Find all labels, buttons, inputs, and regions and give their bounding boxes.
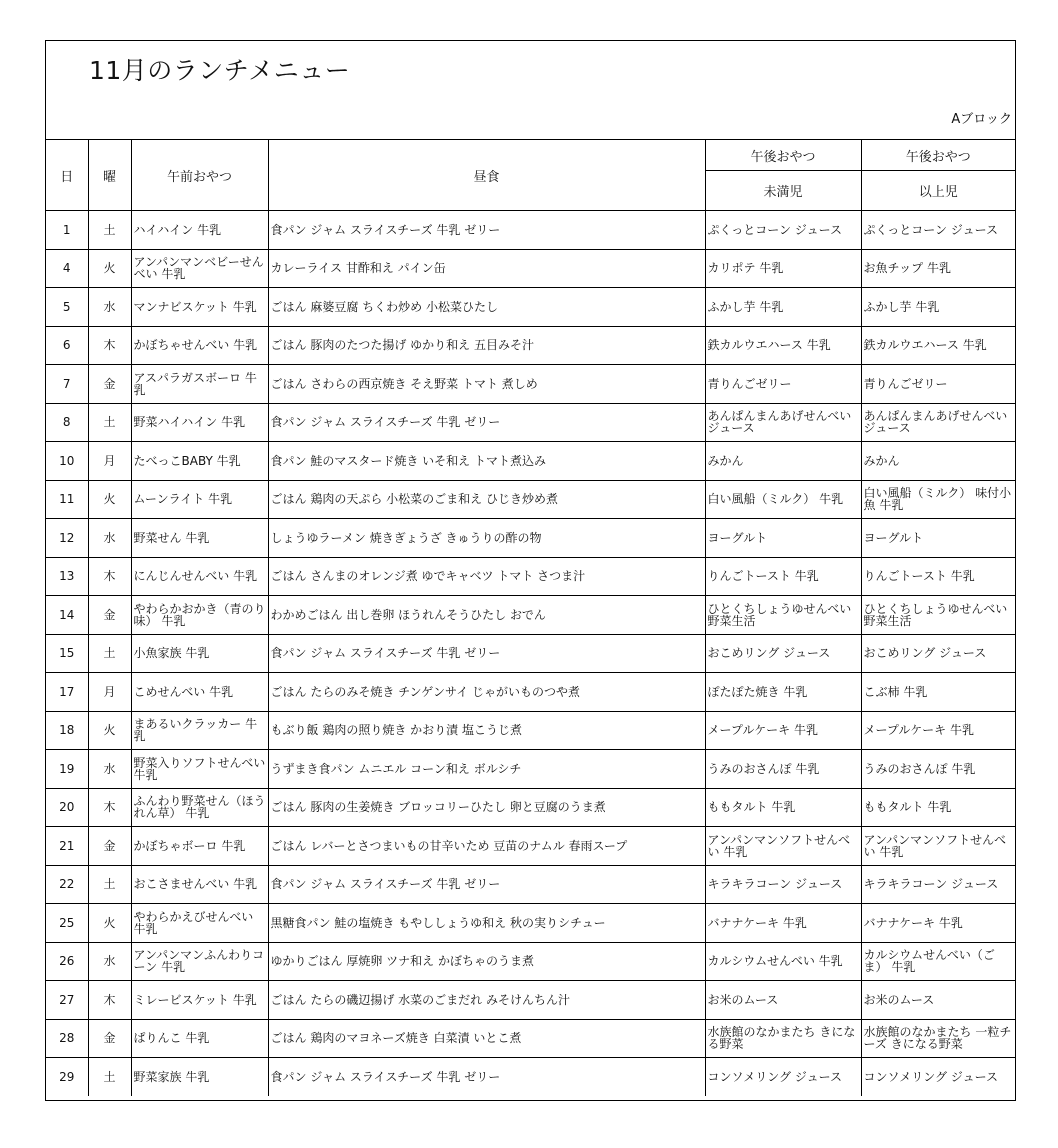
cell-morning-snack: やわらかえびせんべい 牛乳 — [131, 904, 268, 943]
cell-lunch: ごはん 豚肉の生姜焼き ブロッコリーひたし 卵と豆腐のうま煮 — [268, 788, 705, 827]
cell-morning-snack: こめせんべい 牛乳 — [131, 673, 268, 712]
cell-afternoon-over: ヨーグルト — [861, 519, 1015, 558]
cell-afternoon-under: 水族館のなかまたち きになる野菜 — [705, 1019, 861, 1058]
cell-weekday: 月 — [88, 673, 131, 712]
cell-morning-snack: かぼちゃせんべい 牛乳 — [131, 326, 268, 365]
table-row — [46, 596, 1015, 635]
cell-lunch: カレーライス 甘酢和え パイン缶 — [268, 249, 705, 288]
cell-afternoon-over: 水族館のなかまたち 一粒チーズ きになる野菜 — [861, 1019, 1015, 1058]
cell-afternoon-under: ぽたぽた焼き 牛乳 — [705, 673, 861, 712]
col-header-over-age: 以上児 — [861, 171, 1015, 211]
cell-lunch: ごはん 豚肉のたつた揚げ ゆかり和え 五目みそ汁 — [268, 326, 705, 365]
table-row — [46, 1019, 1015, 1058]
cell-afternoon-over: こぶ柿 牛乳 — [861, 673, 1015, 712]
cell-afternoon-over: お米のムース — [861, 981, 1015, 1020]
cell-afternoon-over: ももタルト 牛乳 — [861, 788, 1015, 827]
cell-day: 5 — [46, 288, 88, 327]
cell-afternoon-over: うみのおさんぽ 牛乳 — [861, 750, 1015, 789]
cell-weekday: 水 — [88, 942, 131, 981]
cell-morning-snack: アンパンマンベビーせんべい 牛乳 — [131, 249, 268, 288]
cell-afternoon-over: お魚チップ 牛乳 — [861, 249, 1015, 288]
menu-sheet — [45, 40, 1016, 1101]
col-header-under-age: 未満児 — [705, 171, 861, 211]
cell-lunch: ごはん さんまのオレンジ煮 ゆでキャベツ トマト さつま汁 — [268, 557, 705, 596]
cell-weekday: 火 — [88, 904, 131, 943]
col-header-lunch: 昼食 — [268, 140, 705, 211]
cell-day: 21 — [46, 827, 88, 866]
cell-afternoon-over: 青りんごゼリー — [861, 365, 1015, 404]
cell-lunch: ごはん 鶏肉のマヨネーズ焼き 白菜漬 いとこ煮 — [268, 1019, 705, 1058]
cell-lunch: ごはん レバーとさつまいもの甘辛いため 豆苗のナムル 春雨スープ — [268, 827, 705, 866]
cell-lunch: 食パン 鮭のマスタード焼き いそ和え トマト煮込み — [268, 442, 705, 481]
cell-morning-snack: やわらかおかき（青のり味） 牛乳 — [131, 596, 268, 635]
cell-lunch: ごはん さわらの西京焼き そえ野菜 トマト 煮しめ — [268, 365, 705, 404]
cell-day: 22 — [46, 865, 88, 904]
cell-lunch: わかめごはん 出し巻卵 ほうれんそうひたし おでん — [268, 596, 705, 635]
cell-afternoon-under: お米のムース — [705, 981, 861, 1020]
cell-weekday: 火 — [88, 711, 131, 750]
cell-morning-snack: ふんわり野菜せん（ほうれん草） 牛乳 — [131, 788, 268, 827]
cell-day: 12 — [46, 519, 88, 558]
cell-morning-snack: 野菜家族 牛乳 — [131, 1058, 268, 1096]
cell-afternoon-over: おこめリング ジュース — [861, 634, 1015, 673]
cell-morning-snack: 野菜ハイハイン 牛乳 — [131, 403, 268, 442]
cell-afternoon-under: カルシウムせんべい 牛乳 — [705, 942, 861, 981]
cell-lunch: 食パン ジャム スライスチーズ 牛乳 ゼリー — [268, 1058, 705, 1096]
cell-afternoon-under: みかん — [705, 442, 861, 481]
cell-lunch: ごはん 鶏肉の天ぷら 小松菜のごま和え ひじき炒め煮 — [268, 480, 705, 519]
cell-weekday: 土 — [88, 211, 131, 250]
cell-afternoon-under: 白い風船（ミルク） 牛乳 — [705, 480, 861, 519]
cell-afternoon-under: うみのおさんぽ 牛乳 — [705, 750, 861, 789]
cell-weekday: 水 — [88, 519, 131, 558]
table-row — [46, 865, 1015, 904]
cell-afternoon-over: ふかし芋 牛乳 — [861, 288, 1015, 327]
cell-afternoon-under: 青りんごゼリー — [705, 365, 861, 404]
cell-morning-snack: 野菜入りソフトせんべい 牛乳 — [131, 750, 268, 789]
col-header-day: 日 — [46, 140, 88, 211]
page-title: 11月のランチメニュー — [89, 56, 351, 85]
cell-weekday: 水 — [88, 288, 131, 327]
header-row-top — [46, 140, 1015, 171]
cell-day: 18 — [46, 711, 88, 750]
cell-morning-snack: おこさませんべい 牛乳 — [131, 865, 268, 904]
table-row — [46, 942, 1015, 981]
block-label: Aブロック — [951, 112, 1012, 127]
cell-lunch: ごはん 麻婆豆腐 ちくわ炒め 小松菜ひたし — [268, 288, 705, 327]
cell-afternoon-under: ももタルト 牛乳 — [705, 788, 861, 827]
cell-day: 7 — [46, 365, 88, 404]
col-header-afternoon-snack-over: 午後おやつ — [861, 140, 1015, 171]
cell-afternoon-under: ヨーグルト — [705, 519, 861, 558]
table-row — [46, 750, 1015, 789]
cell-afternoon-under: おこめリング ジュース — [705, 634, 861, 673]
cell-afternoon-over: ひとくちしょうゆせんべい 野菜生活 — [861, 596, 1015, 635]
table-row — [46, 1058, 1015, 1096]
cell-lunch: 食パン ジャム スライスチーズ 牛乳 ゼリー — [268, 211, 705, 250]
cell-day: 15 — [46, 634, 88, 673]
cell-day: 10 — [46, 442, 88, 481]
cell-afternoon-over: 鉄カルウエハース 牛乳 — [861, 326, 1015, 365]
cell-afternoon-under: ひとくちしょうゆせんべい 野菜生活 — [705, 596, 861, 635]
cell-weekday: 火 — [88, 249, 131, 288]
table-row — [46, 557, 1015, 596]
cell-weekday: 金 — [88, 827, 131, 866]
cell-afternoon-under: 鉄カルウエハース 牛乳 — [705, 326, 861, 365]
cell-afternoon-over: ぷくっとコーン ジュース — [861, 211, 1015, 250]
table-row — [46, 403, 1015, 442]
table-row — [46, 711, 1015, 750]
cell-day: 20 — [46, 788, 88, 827]
cell-morning-snack: ムーンライト 牛乳 — [131, 480, 268, 519]
cell-weekday: 木 — [88, 981, 131, 1020]
cell-morning-snack: アンパンマンふんわりコーン 牛乳 — [131, 942, 268, 981]
cell-afternoon-under: バナナケーキ 牛乳 — [705, 904, 861, 943]
table-row — [46, 519, 1015, 558]
cell-afternoon-under: メープルケーキ 牛乳 — [705, 711, 861, 750]
cell-day: 28 — [46, 1019, 88, 1058]
table-row — [46, 365, 1015, 404]
cell-weekday: 土 — [88, 1058, 131, 1096]
cell-day: 25 — [46, 904, 88, 943]
cell-day: 11 — [46, 480, 88, 519]
table-row — [46, 904, 1015, 943]
table-row — [46, 827, 1015, 866]
cell-afternoon-over: みかん — [861, 442, 1015, 481]
col-header-weekday: 曜 — [88, 140, 131, 211]
cell-afternoon-over: コンソメリング ジュース — [861, 1058, 1015, 1096]
cell-afternoon-over: バナナケーキ 牛乳 — [861, 904, 1015, 943]
cell-day: 26 — [46, 942, 88, 981]
table-row — [46, 211, 1015, 250]
cell-afternoon-under: アンパンマンソフトせんべい 牛乳 — [705, 827, 861, 866]
cell-lunch: ゆかりごはん 厚焼卵 ツナ和え かぼちゃのうま煮 — [268, 942, 705, 981]
table-row — [46, 249, 1015, 288]
cell-lunch: 食パン ジャム スライスチーズ 牛乳 ゼリー — [268, 634, 705, 673]
cell-morning-snack: ハイハイン 牛乳 — [131, 211, 268, 250]
table-row — [46, 673, 1015, 712]
cell-afternoon-over: アンパンマンソフトせんべい 牛乳 — [861, 827, 1015, 866]
cell-weekday: 木 — [88, 557, 131, 596]
cell-lunch: 食パン ジャム スライスチーズ 牛乳 ゼリー — [268, 865, 705, 904]
cell-day: 4 — [46, 249, 88, 288]
cell-lunch: うずまき食パン ムニエル コーン和え ボルシチ — [268, 750, 705, 789]
table-row — [46, 634, 1015, 673]
cell-morning-snack: まあるいクラッカー 牛乳 — [131, 711, 268, 750]
sheet-header — [46, 41, 1015, 140]
table-row — [46, 480, 1015, 519]
cell-lunch: ごはん たらのみそ焼き チンゲンサイ じゃがいものつや煮 — [268, 673, 705, 712]
cell-afternoon-over: あんぱんまんあげせんべいジュース — [861, 403, 1015, 442]
cell-afternoon-over: メープルケーキ 牛乳 — [861, 711, 1015, 750]
table-row — [46, 288, 1015, 327]
cell-day: 14 — [46, 596, 88, 635]
cell-afternoon-under: りんごトースト 牛乳 — [705, 557, 861, 596]
cell-morning-snack: 野菜せん 牛乳 — [131, 519, 268, 558]
cell-morning-snack: マンナビスケット 牛乳 — [131, 288, 268, 327]
col-header-morning-snack: 午前おやつ — [131, 140, 268, 211]
cell-weekday: 月 — [88, 442, 131, 481]
cell-morning-snack: アスパラガスボーロ 牛乳 — [131, 365, 268, 404]
cell-lunch: しょうゆラーメン 焼きぎょうざ きゅうりの酢の物 — [268, 519, 705, 558]
cell-day: 8 — [46, 403, 88, 442]
table-row — [46, 788, 1015, 827]
cell-afternoon-under: あんぱんまんあげせんべいジュース — [705, 403, 861, 442]
table-row — [46, 442, 1015, 481]
cell-morning-snack: たべっこBABY 牛乳 — [131, 442, 268, 481]
cell-morning-snack: にんじんせんべい 牛乳 — [131, 557, 268, 596]
cell-weekday: 火 — [88, 480, 131, 519]
cell-afternoon-over: キラキラコーン ジュース — [861, 865, 1015, 904]
cell-weekday: 水 — [88, 750, 131, 789]
col-header-afternoon-snack-under: 午後おやつ — [705, 140, 861, 171]
cell-day: 1 — [46, 211, 88, 250]
table-row — [46, 981, 1015, 1020]
cell-morning-snack: かぼちゃボーロ 牛乳 — [131, 827, 268, 866]
cell-afternoon-under: コンソメリング ジュース — [705, 1058, 861, 1096]
cell-afternoon-over: カルシウムせんべい（ごま） 牛乳 — [861, 942, 1015, 981]
cell-weekday: 土 — [88, 403, 131, 442]
cell-lunch: ごはん たらの磯辺揚げ 水菜のごまだれ みそけんちん汁 — [268, 981, 705, 1020]
cell-weekday: 木 — [88, 326, 131, 365]
cell-weekday: 木 — [88, 788, 131, 827]
cell-day: 27 — [46, 981, 88, 1020]
cell-weekday: 土 — [88, 634, 131, 673]
menu-table — [46, 140, 1015, 1096]
cell-day: 29 — [46, 1058, 88, 1096]
cell-lunch: 黒糖食パン 鮭の塩焼き もやししょうゆ和え 秋の実りシチュー — [268, 904, 705, 943]
cell-day: 19 — [46, 750, 88, 789]
cell-morning-snack: ぱりんこ 牛乳 — [131, 1019, 268, 1058]
cell-afternoon-under: キラキラコーン ジュース — [705, 865, 861, 904]
table-row — [46, 326, 1015, 365]
cell-afternoon-under: ふかし芋 牛乳 — [705, 288, 861, 327]
cell-morning-snack: ミレービスケット 牛乳 — [131, 981, 268, 1020]
cell-day: 17 — [46, 673, 88, 712]
cell-afternoon-over: 白い風船（ミルク） 味付小魚 牛乳 — [861, 480, 1015, 519]
cell-morning-snack: 小魚家族 牛乳 — [131, 634, 268, 673]
cell-afternoon-under: カリポテ 牛乳 — [705, 249, 861, 288]
cell-day: 13 — [46, 557, 88, 596]
cell-weekday: 金 — [88, 1019, 131, 1058]
cell-weekday: 土 — [88, 865, 131, 904]
cell-lunch: 食パン ジャム スライスチーズ 牛乳 ゼリー — [268, 403, 705, 442]
cell-afternoon-over: りんごトースト 牛乳 — [861, 557, 1015, 596]
cell-afternoon-under: ぷくっとコーン ジュース — [705, 211, 861, 250]
cell-weekday: 金 — [88, 596, 131, 635]
cell-lunch: もぶり飯 鶏肉の照り焼き かおり漬 塩こうじ煮 — [268, 711, 705, 750]
cell-day: 6 — [46, 326, 88, 365]
cell-weekday: 金 — [88, 365, 131, 404]
